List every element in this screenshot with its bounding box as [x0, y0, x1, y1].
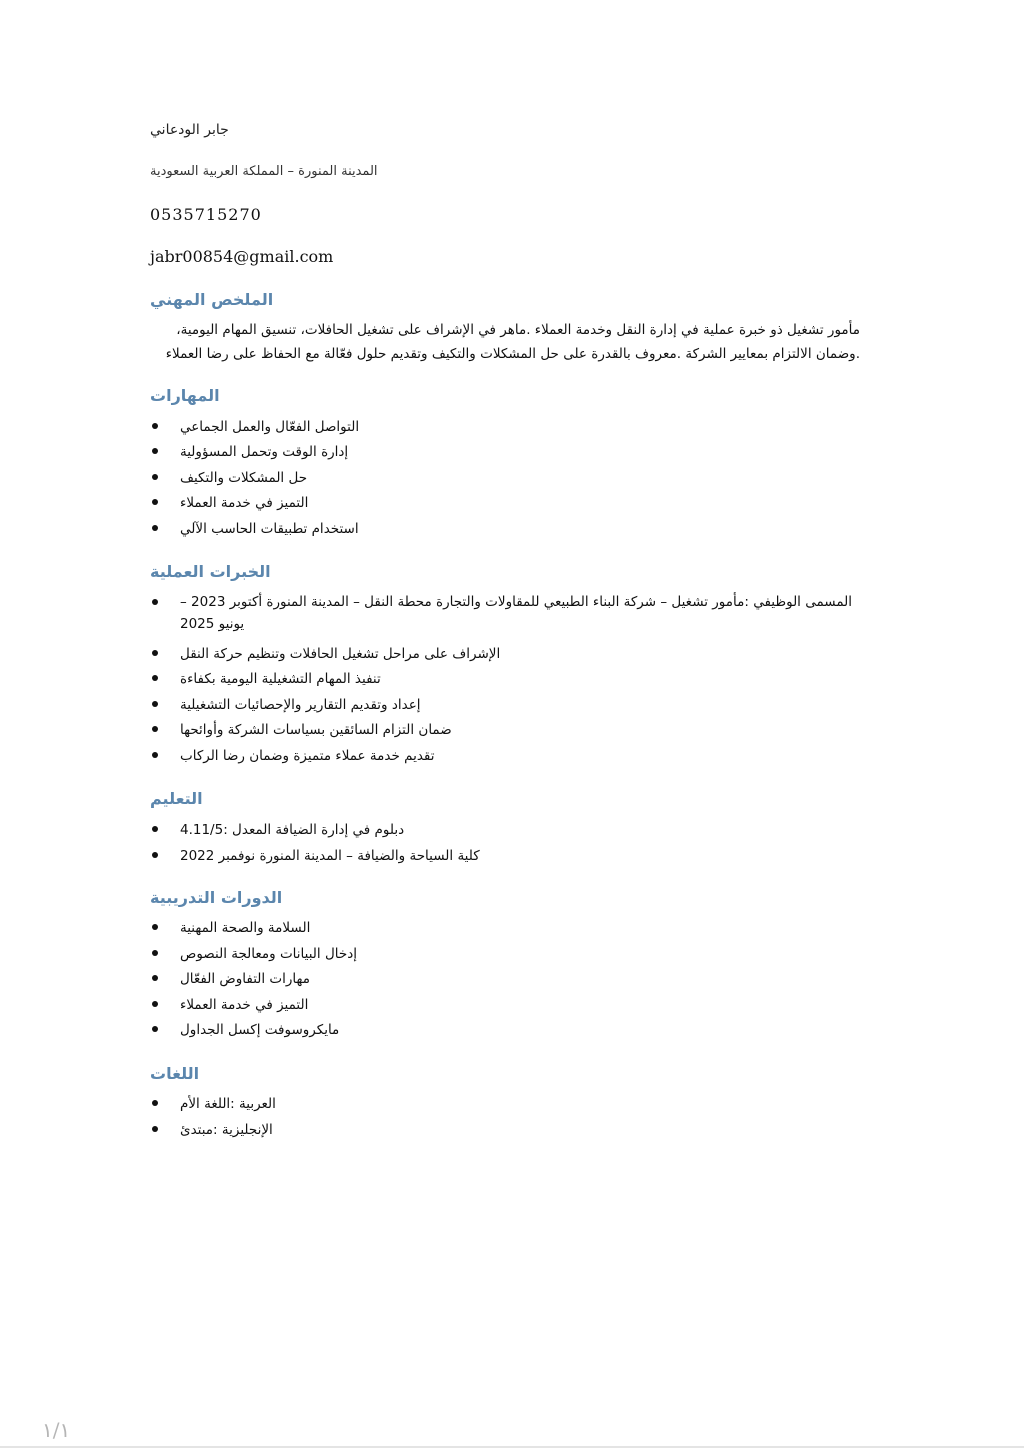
page-number: ١/١: [42, 1418, 71, 1442]
summary-heading: الملخص المهني: [150, 290, 274, 309]
experience-text: تقديم خدمة عملاء متميزة وضمان رضا الركاب: [180, 748, 435, 764]
language-text: العربية :اللغة الأم: [180, 1096, 276, 1112]
list-item: [150, 916, 880, 940]
skill-text: التواصل الفعّال والعمل الجماعي: [180, 419, 360, 435]
bullet-icon: [152, 448, 158, 454]
list-item: [150, 718, 880, 742]
skill-text: حل المشكلات والتكيف: [180, 470, 308, 486]
bullet-icon: [152, 852, 158, 858]
bullet-icon: [152, 1126, 158, 1132]
list-item: [150, 642, 880, 666]
experience-heading: الخبرات العملية: [150, 562, 271, 581]
bullet-icon: [152, 975, 158, 981]
course-text: مايكروسوفت إكسل الجداول: [180, 1022, 340, 1038]
bullet-icon: [152, 474, 158, 480]
bullet-icon: [152, 599, 158, 605]
bullet-icon: [152, 701, 158, 707]
summary-line-2: .وضمان الالتزام بمعايير الشركة .معروف بالقدرة على حل المشكلات والتكيف وتقديم حلول فعّالة مع الحفاظ على رضا العملاء: [165, 346, 860, 362]
skills-heading: المهارات: [150, 386, 220, 405]
bullet-icon: [152, 675, 158, 681]
candidate-name: جابر الودعاني: [150, 122, 229, 138]
bullet-icon: [152, 924, 158, 930]
bullet-icon: [152, 1026, 158, 1032]
bullet-icon: [152, 826, 158, 832]
list-item: [150, 818, 880, 842]
bullet-icon: [152, 525, 158, 531]
education-text: كلية السياحة والضيافة – المدينة المنورة نوفمبر 2022: [180, 848, 480, 864]
skill-text: إدارة الوقت وتحمل المسؤولية: [180, 444, 349, 460]
experience-text: الإشراف على مراحل تشغيل الحافلات وتنظيم حركة النقل: [180, 646, 501, 662]
skill-text: استخدام تطبيقات الحاسب الآلي: [180, 521, 359, 537]
list-item: [150, 1118, 880, 1142]
list-item: [150, 1018, 880, 1042]
list-item: [150, 693, 880, 717]
courses-heading: الدورات التدريبية: [150, 888, 283, 907]
list-item: [150, 993, 880, 1017]
candidate-email: jabr00854@gmail.com: [150, 247, 334, 266]
experience-text: المسمى الوظيفي :مأمور تشغيل – شركة البناء الطبيعي للمقاولات والتجارة محطة النقل – المدينة المنورة أكتوبر 2023 – يونيو 2025: [180, 594, 852, 632]
candidate-phone: 0535715270: [150, 205, 262, 224]
experience-text: ضمان التزام السائقين بسياسات الشركة وأوائحها: [180, 722, 452, 738]
list-item: [150, 1092, 880, 1116]
languages-heading: اللغات: [150, 1064, 200, 1083]
bullet-icon: [152, 650, 158, 656]
list-item: [150, 440, 880, 464]
list-item: [150, 466, 880, 490]
list-item: [150, 744, 880, 768]
list-item: [150, 844, 880, 868]
bullet-icon: [152, 499, 158, 505]
list-item: [150, 491, 880, 515]
skill-text: التميز في خدمة العملاء: [180, 495, 309, 511]
list-item: [150, 591, 880, 639]
list-item: [150, 517, 880, 541]
summary-paragraph: [150, 318, 860, 366]
list-item: [150, 967, 880, 991]
bullet-icon: [152, 726, 158, 732]
bullet-icon: [152, 1100, 158, 1106]
course-text: التميز في خدمة العملاء: [180, 997, 309, 1013]
list-item: [150, 667, 880, 691]
candidate-location: المدينة المنورة – المملكة العربية السعودية: [150, 164, 378, 179]
language-text: الإنجليزية :مبتدئ: [180, 1122, 273, 1138]
bullet-icon: [152, 752, 158, 758]
course-text: مهارات التفاوض الفعّال: [180, 971, 310, 987]
course-text: السلامة والصحة المهنية: [180, 920, 311, 936]
bullet-icon: [152, 1001, 158, 1007]
page-bottom-divider: [0, 1446, 1024, 1448]
experience-text: تنفيذ المهام التشغيلية اليومية بكفاءة: [180, 671, 381, 687]
experience-text: إعداد وتقديم التقارير والإحصائيات التشغيلية: [180, 697, 421, 713]
list-item: [150, 942, 880, 966]
education-text: دبلوم في إدارة الضيافة المعدل :4.11/5: [180, 822, 405, 838]
bullet-icon: [152, 950, 158, 956]
education-heading: التعليم: [150, 789, 203, 808]
summary-line-1: مأمور تشغيل ذو خبرة عملية في إدارة النقل وخدمة العملاء .ماهر في الإشراف على تشغيل الحافلات، تنسيق المهام اليومية،: [176, 322, 860, 338]
list-item: [150, 415, 880, 439]
course-text: إدخال البيانات ومعالجة النصوص: [180, 946, 357, 962]
bullet-icon: [152, 423, 158, 429]
